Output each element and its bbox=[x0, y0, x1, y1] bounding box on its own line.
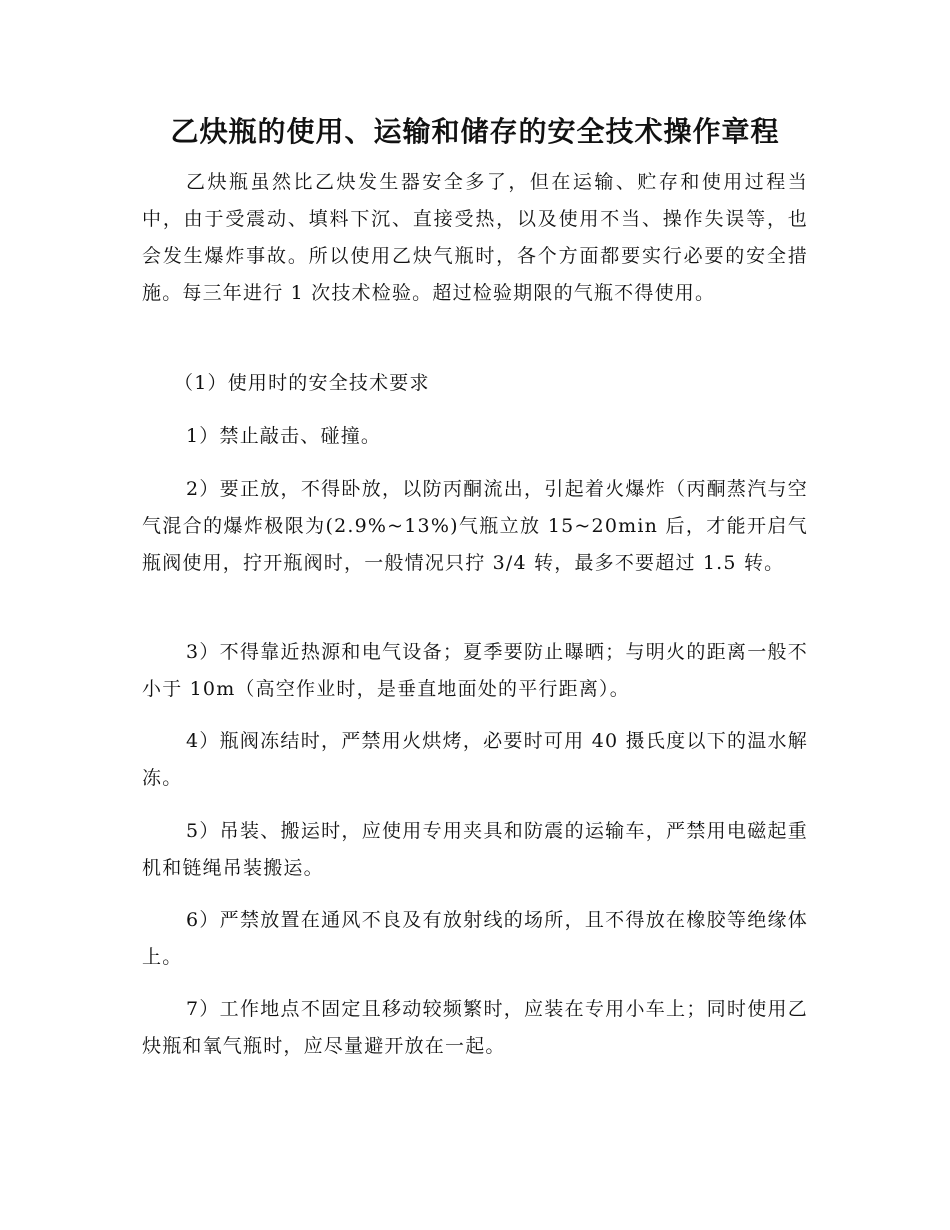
list-item-1: 1）禁止敲击、碰撞。 bbox=[186, 425, 382, 447]
list-item-2: 2）要正放，不得卧放，以防丙酮流出，引起着火爆炸（丙酮蒸汽与空气混合的爆炸极限为(2.9%~13%)气瓶立放 15~20min 后，才能开启气瓶阀使用，拧开瓶阀时，一般情况只拧 3/4 转，最多不要超过 1.5 转。 bbox=[142, 478, 808, 574]
list-item-3: 3）不得靠近热源和电气设备；夏季要防止曝晒；与明火的距离一般不小于 10m（高空作业时，是垂直地面处的平行距离）。 bbox=[142, 641, 808, 700]
list-item-7: 7）工作地点不固定且移动较频繁时，应装在专用小车上；同时使用乙炔瓶和氧气瓶时，应尽量避开放在一起。 bbox=[142, 998, 808, 1057]
list-item-6: 6）严禁放置在通风不良及有放射线的场所，且不得放在橡胶等绝缘体上。 bbox=[142, 909, 808, 968]
document-title: 乙炔瓶的使用、运输和储存的安全技术操作章程 bbox=[170, 115, 780, 148]
intro-paragraph: 乙炔瓶虽然比乙炔发生器安全多了，但在运输、贮存和使用过程当中，由于受震动、填料下沉、直接受热，以及使用不当、操作失误等，也会发生爆炸事故。所以使用乙炔气瓶时，各个方面都要实行必要的安全措施。每三年进行 1 次技术检验。超过检验期限的气瓶不得使用。 bbox=[142, 171, 808, 304]
section-heading: （1）使用时的安全技术要求 bbox=[174, 372, 430, 394]
list-item-4: 4）瓶阀冻结时，严禁用火烘烤，必要时可用 40 摄氏度以下的温水解冻。 bbox=[142, 730, 808, 789]
list-item-5: 5）吊装、搬运时，应使用专用夹具和防震的运输车，严禁用电磁起重机和链绳吊装搬运。 bbox=[142, 820, 808, 879]
